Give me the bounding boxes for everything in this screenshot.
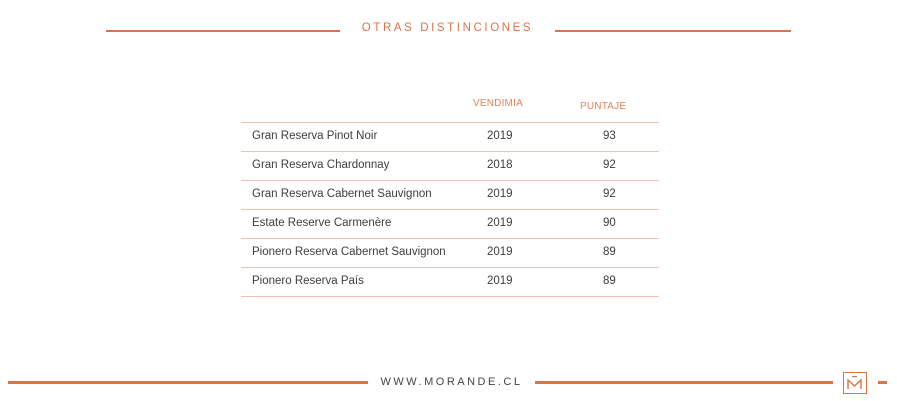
footer-divider-right <box>535 381 833 384</box>
vintage-year: 2019 <box>487 130 513 142</box>
score-value: 92 <box>603 159 616 171</box>
morande-m-logo-icon <box>843 372 867 394</box>
score-value: 89 <box>603 246 616 258</box>
footer-divider-left <box>8 381 368 384</box>
table-row <box>241 152 659 181</box>
vintage-year: 2019 <box>487 217 513 229</box>
vintage-year: 2019 <box>487 275 513 287</box>
score-value: 90 <box>603 217 616 229</box>
footer-divider-tail <box>878 381 887 384</box>
score-value: 92 <box>603 188 616 200</box>
score-value: 89 <box>603 275 616 287</box>
column-header-score: PUNTAJE <box>580 101 627 112</box>
table-row <box>241 210 659 239</box>
score-value: 93 <box>603 130 616 142</box>
table-row <box>241 268 659 297</box>
wine-name: Pionero Reserva Cabernet Sauvignon <box>252 246 446 258</box>
wine-name: Gran Reserva Chardonnay <box>252 159 390 171</box>
header-divider-right <box>555 30 791 32</box>
website-link[interactable]: WWW.MORANDE.CL <box>380 376 523 388</box>
table-header <box>241 94 659 123</box>
wine-name: Gran Reserva Cabernet Sauvignon <box>252 188 432 200</box>
table-row <box>241 123 659 152</box>
vintage-year: 2018 <box>487 159 513 171</box>
distinctions-table <box>241 94 659 297</box>
table-row <box>241 181 659 210</box>
vintage-year: 2019 <box>487 246 513 258</box>
column-header-vintage: VENDIMIA <box>473 98 523 109</box>
wine-name: Gran Reserva Pinot Noir <box>252 130 378 142</box>
wine-name: Estate Reserve Carmenère <box>252 217 392 229</box>
wine-name: Pionero Reserva País <box>252 275 364 287</box>
header-divider-left <box>106 30 340 32</box>
table-row <box>241 239 659 268</box>
section-title: OTRAS DISTINCIONES <box>361 22 534 34</box>
vintage-year: 2019 <box>487 188 513 200</box>
